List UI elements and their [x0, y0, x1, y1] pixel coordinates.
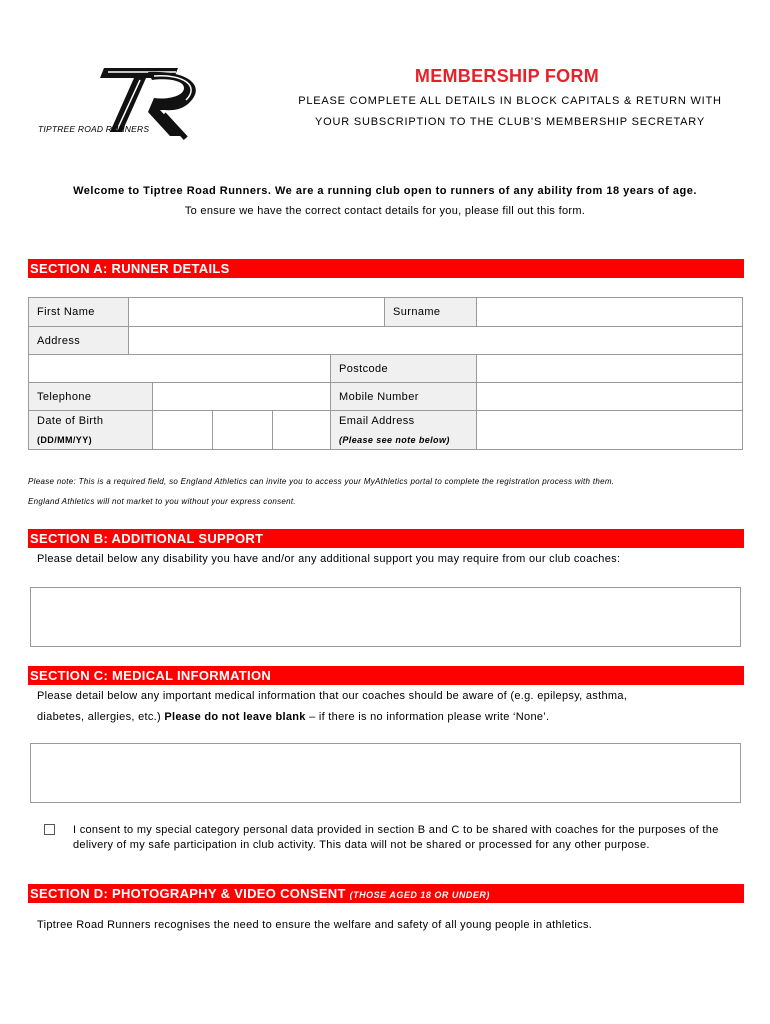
surname-label: Surname — [384, 297, 477, 327]
section-d-text: Tiptree Road Runners recognises the need to ensure the welfare and safety of all young people in athletics. — [37, 919, 593, 931]
telephone-field[interactable] — [152, 382, 331, 411]
email-required-note: Please note: This is a required field, so England Athletics can invite you to access your MyAthletics portal to complete the registration process with them. — [28, 477, 615, 486]
first-name-label: First Name — [28, 297, 129, 327]
section-c-text-post: – if there is no information please write ‘None’. — [305, 711, 550, 723]
contact-details-text: To ensure we have the correct contact details for you, please fill out this form. — [184, 205, 586, 217]
section-c-header — [28, 666, 744, 685]
dob-month-field[interactable] — [212, 410, 273, 450]
header-instructions-line2: YOUR SUBSCRIPTION TO THE CLUB’S MEMBERSHIP SECRETARY — [314, 116, 705, 128]
section-a-header — [28, 259, 744, 278]
address-label: Address — [28, 326, 129, 355]
section-c-title: SECTION C: MEDICAL INFORMATION — [30, 668, 272, 683]
page-title: MEMBERSHIP FORM — [414, 66, 600, 86]
consent-text: I consent to my special category personal data provided in section B and C to be shared with coaches for the purposes of the delivery of my safe participation in club activity. This data will not be shared or processed for any other purpose. — [73, 824, 719, 851]
mobile-field[interactable] — [476, 382, 743, 411]
section-d-header — [28, 884, 744, 903]
email-label: Email Address — [339, 415, 415, 427]
do-not-leave-blank-text: Please do not leave blank — [164, 711, 306, 723]
address-field-line2[interactable] — [28, 354, 331, 383]
additional-support-textarea[interactable] — [30, 587, 741, 647]
section-c-instructions-line1: Please detail below any important medical information that our coaches should be aware of (e.g. epilepsy, asthma, — [37, 690, 628, 702]
consent-checkbox[interactable] — [44, 824, 55, 835]
section-b-header — [28, 529, 744, 548]
section-d-subtitle: (THOSE AGED 18 OR UNDER) — [349, 890, 490, 900]
first-name-field[interactable] — [128, 297, 385, 327]
dob-year-field[interactable] — [272, 410, 331, 450]
email-label-cell — [330, 410, 477, 450]
tr-logo-icon — [38, 66, 218, 146]
telephone-label: Telephone — [28, 382, 153, 411]
dob-label: Date of Birth — [37, 415, 104, 427]
postcode-field[interactable] — [476, 354, 743, 383]
section-c-instructions-line2 — [37, 707, 737, 728]
dob-format-hint: (DD/MM/YY) — [37, 435, 92, 445]
mobile-label: Mobile Number — [330, 382, 477, 411]
email-consent-note: England Athletics will not market to you without your express consent. — [28, 497, 296, 506]
section-a-title: SECTION A: RUNNER DETAILS — [30, 261, 230, 276]
section-c-text-pre: diabetes, allergies, etc.) — [37, 711, 165, 723]
address-field[interactable] — [128, 326, 743, 355]
postcode-label: Postcode — [330, 354, 477, 383]
dob-day-field[interactable] — [152, 410, 213, 450]
club-logo-text: TIPTREE ROAD RUNNERS — [38, 124, 150, 134]
surname-field[interactable] — [476, 297, 743, 327]
email-field[interactable] — [476, 410, 743, 450]
club-logo — [38, 66, 218, 146]
medical-information-textarea[interactable] — [30, 743, 741, 803]
dob-label-cell — [28, 410, 153, 450]
section-b-title: SECTION B: ADDITIONAL SUPPORT — [30, 531, 264, 546]
email-note-hint: (Please see note below) — [339, 435, 450, 445]
section-b-instructions: Please detail below any disability you have and/or any additional support you may require from our club coaches: — [37, 553, 621, 565]
section-d-title: SECTION D: PHOTOGRAPHY & VIDEO CONSENT — [30, 886, 346, 901]
welcome-text: Welcome to Tiptree Road Runners. We are a running club open to runners of any ability from 18 years of age. — [73, 185, 697, 197]
header-instructions-line1: PLEASE COMPLETE ALL DETAILS IN BLOCK CAPITALS & RETURN WITH — [298, 95, 722, 107]
